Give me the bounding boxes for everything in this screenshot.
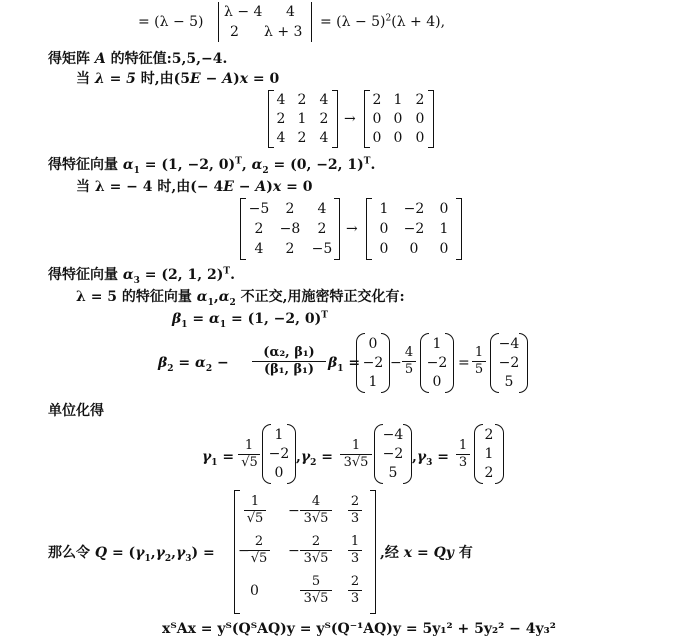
det-cell: 2 [230,24,239,40]
gamma3-label: $,\gamma_3$ = [412,449,449,468]
matrix-neg4E-A: −5 2 4 2 −8 2 4 2 −5 [240,198,340,260]
beta1-def: $\beta_1 = \alpha_1 = (1$, −2, 0)$^T$ [172,310,328,330]
matrix-reduced-1: 2 1 2 0 0 0 0 0 0 [364,90,434,148]
Q-cell: $\frac{2}{3}$ [348,574,362,607]
Q-cell: $\frac{2}{3}$ [348,494,362,527]
Q-cell: $\frac{1}{3}$ [348,534,362,567]
case-lambda5: 当 λ = 5 时,由(5E − A)x = 0 [76,71,280,87]
vector-alpha2: 0 −2 1 [356,333,390,393]
Q-cell: $\frac{4}{3√5}$ [300,494,332,527]
fraction-4-5: $\frac{4}{5}$ [402,345,416,378]
schmidt-intro: λ = 5 的特征向量 $\alpha_1,\alpha_2$ 不正交,用施密特正交化有: [76,289,405,308]
vector-gamma2: −4 −2 5 [374,424,412,484]
determinant [218,2,312,42]
determinant-line [138,13,204,31]
fraction-1-3sqrt5: $\frac{1}{3√5}$ [340,438,372,471]
det-cell: λ + 3 [264,24,303,40]
solution-page: = (λ − 5) λ − 4 4 2 λ + 3 = $(\lambda - 5)^2(\lambda + 4)$, 得矩阵 A 的特征值:5,5,−4. 当 λ = 5 时,由(5E − A)x = 0 4 2 4 2 1 2 4 2 4 → 2 1 2 0 0 0 0 0 0 得特征向量 $\alpha_1 = (1$, −2, 0)$^T$, $\alpha_2 = (0$, −2, 1)$^T$. 当 λ = − 4 时,由(− 4E − A)x = 0 −5 2 4 2 −8 2 4 2 −5 → 1 −2 0 0 −2 1 0 0 0 得特征向量 $\alpha_3 = (2$, 1, 2)$^T$. λ = 5 的特征向量 $\alpha_1,\alpha_2$ 不正交,用施密特正交化有: $\beta_1 = \alpha_1 = (1$, −2, 0)$^T$ $\beta_2 = \alpha_2$ − $\frac{\text{(α₂, β₁)}}{\text{(β₁, β₁)}}$ $\beta_1$ = 0 −2 1 − $\frac{4}{5}$ 1 −2 0 = $\frac{1}{5}$ −4 −2 5 单位化得 $\gamma_1$ = $\frac{1}{√5}$ 1 −2 0 $,\gamma_2$ = $\frac{1}{3√5}$ −4 −2 5 $,\gamma_3$ = $\frac{1}{3}$ 2 1 2 那么令 $Q = (\gamma_1,\gamma_2,\gamma_3)$ = $\frac{1}{√5}$ − $\frac{4}{3√5}$ $\frac{2}{3}$ − $\frac{2}{√5}$ − $\frac{2}{3√5}$ $\frac{1}{3}$ 0 $\frac{5}{3√5}$ $\frac{2}{3}$ ,经 x = Qy 有 xᵀAx = yᵀ(QᵀAQ)y = yᵀ(Q⁻¹AQ)y = 5y₁² + 5y₂² − 4y₃² [48,4,556,637]
beta1-factor: $\beta_1$ = [328,355,361,374]
vector-beta2: −4 −2 5 [490,333,528,393]
gamma2-label: $,\gamma_2$ = [296,449,333,468]
det-cell: λ − 4 [224,4,263,20]
fraction-1-sqrt5: $\frac{1}{√5}$ [238,438,260,471]
Q-cell: $\frac{5}{3√5}$ [300,574,332,607]
eigenvector-neg4: 得特征向量 $\alpha_3 = (2$, 1, 2)$^T$. [48,266,235,286]
Q-definition: 那么令 $Q = (\gamma_1,\gamma_2,\gamma_3)$ = [48,545,215,564]
fraction-1-5: $\frac{1}{5}$ [472,345,486,378]
Q-cell: 0 [250,583,259,599]
det-cell: 4 [286,4,295,20]
matrix-reduced-2: 1 −2 0 0 −2 1 0 0 0 [366,198,462,260]
arrow-icon: → [346,221,358,237]
Q-cell: $\frac{2}{3√5}$ [300,534,332,567]
Q-cell: $\frac{2}{√5}$ [248,534,270,567]
det-lhs: = (λ − 5) [138,14,204,30]
quadratic-form-result: xᵀAx = yᵀ(QᵀAQ)y = yᵀ(Q⁻¹AQ)y = 5y₁² + 5y₂² − 4y₃² [162,621,556,637]
eigenvectors-5: 得特征向量 $\alpha_1 = (1$, −2, 0)$^T$, $\alpha_2 = (0$, −2, 1)$^T$. [48,156,376,176]
substitution: ,经 x = Qy 有 [380,545,473,561]
arrow-icon: → [344,111,356,127]
vector-beta1: 1 −2 0 [420,333,454,393]
case-lambda-4: 当 λ = − 4 时,由(− 4E − A)x = 0 [76,179,313,195]
vector-gamma3: 2 1 2 [474,424,504,484]
Q-cell: $\frac{1}{√5}$ [244,494,266,527]
gamma1-label: $\gamma_1$ = [202,449,235,468]
normalize-heading: 单位化得 [48,403,104,419]
projection-fraction: $\frac{\text{(α₂, β₁)}}{\text{(β₁, β₁)}}$ [252,345,326,378]
beta2-lhs: $\beta_2 = \alpha_2$ − [158,355,229,374]
vector-gamma1: 1 −2 0 [262,424,296,484]
fraction-1-3: $\frac{1}{3}$ [456,438,470,471]
eigenvalue-line: 得矩阵 A 的特征值:5,5,−4. [48,51,228,67]
matrix-5E-A: 4 2 4 2 1 2 4 2 4 [268,90,338,148]
det-rhs: = $(\lambda - 5)^2(\lambda + 4)$, [320,13,446,30]
matrix-Q: $\frac{1}{√5}$ − $\frac{4}{3√5}$ $\frac{2}{3}$ − $\frac{2}{√5}$ − $\frac{2}{3√5}$ $\frac{1}{3}$ 0 $\frac{5}{3√5}$ $\frac{2}{3}$ [234,490,376,614]
